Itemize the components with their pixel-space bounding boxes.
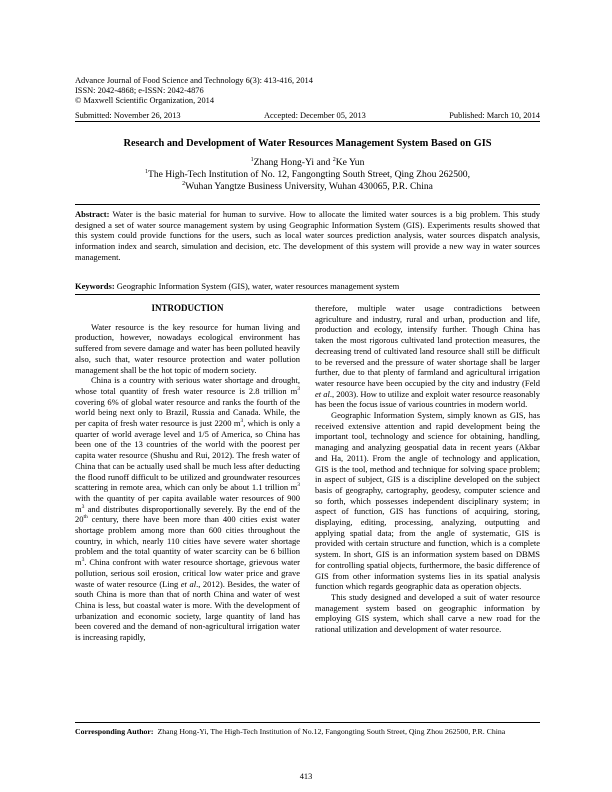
corresponding-author-text: Zhang Hong-Yi, The High-Tech Institution of No.12, Fangongting South Street, Qing Zhou 262500, P.R. China xyxy=(157,727,506,736)
paragraph: China is a country with serious water shortage and drought, whose total quantity of fresh water resource is 2.8 trillion $m^3$ covering 6% of global water resource and ranks the fourth of the world being next only to Brazil, Russia and Canada. While, the per capita of fresh water resource is just 2200 $m^3$, which is only a quarter of world average level and 1/5 of America, so China has been one of the 13 countries of the world with the poorest per capita water resource (Shushu and Rui, 2012). The fresh water of China that can be actually used shall be much less after deducting the flood runoff difficult to be utilized and groundwater resources scattering in remote area, which can only be about 1.1 trillion $m^3$ with the quantity of per capita available water resources of 900 $m^3$ and distributes disproportionally severely. By the end of the 20th century, there have been more than 400 cities exist water shortage problem among more than 600 cities throughout the country, in which, nearly 110 cities have severe water shortage problem and the total quantity of water scarcity can be 6 billion $m^3$. China confront with water resource shortage, grievous water pollution, serious soil erosion, critical low water price and grave waste of water resource (Ling et al., 2012). Besides, the water of south China is more than that of north China and water of west China is less, but coastal water is more. With the development of urbanization and economic society, large quantity of land has been covered and the demand of non-agricultural irrigation water is increasing rapidly, xyxy=(75,375,300,643)
submitted-date: Submitted: November 26, 2013 xyxy=(75,111,181,120)
affiliation-2: $^2$Wuhan Yangtze Business University, Wuhan 430065, P.R. China xyxy=(182,181,433,193)
published-date: Published: March 10, 2014 xyxy=(449,111,540,120)
right-column xyxy=(315,303,540,635)
corresponding-author-label: Corresponding Author: xyxy=(75,727,154,736)
paragraph: therefore, multiple water usage contradictions between agriculture and industry, rural and urban, production and life, production and ecology, intensify further. Though China has taken the most rigorous cultivated land protection measures, the decreasing trend of cultivated land resource shall still be difficult to be reversed and the pressure of water shortage shall be larger further, due to that plenty of farmland and agricultural irrigation water resource have been occupied by the city and industry (Feld et al., 2003). How to utilize and exploit water resource reasonably has been the focus issue of various countries in modern world. xyxy=(315,303,541,410)
issn-line: ISSN: 2042-4868; e-ISSN: 2042-4876 xyxy=(75,86,204,95)
paragraph: This study designed and developed a suit of water resource management system based on geographic information by employing GIS system, which shall carve a new road for the rational utilization and development of water resource. xyxy=(315,591,540,635)
page-number: 413 xyxy=(299,772,313,781)
section-heading: INTRODUCTION xyxy=(151,303,224,313)
paragraph: Water resource is the key resource for human living and production, however, nowadays ecological environment has suffered from severe damage and water has been polluted heavily also, such that, water resource protection and water pollution management shall be the hot topic of modern society. xyxy=(75,321,300,375)
keywords xyxy=(75,281,540,291)
abstract-label: Abstract: xyxy=(75,209,110,219)
affiliation-1: $^1$The High-Tech Institution of No. 12, Fangongting South Street, Qing Zhou 262500, xyxy=(144,169,471,181)
paragraph: Geographic Information System, simply known as GIS, has received extensive attention and rapid development being the important tool, technology and science for obtaining, handling, managing and analyzing geospatial data in recent years (Akbar and Ha, 2011). From the angle of technology and application, GIS is the tool, method and technique for solving space problem; in aspect of subject, GIS is a discipline developed on the subject basis of geography, cartography, geodesy, computer science and so forth, which possesses independent disciplinary system; in aspect of function, GIS has functions of acquiring, storing, displaying, editing, processing, analyzing, outputting and applying spatial data; from the angle of systematic, GIS is provided with certain structure and function, which is a complete system. In short, GIS is an information system based on DBMS for controlling spatial objects, furthermore, the basic difference of GIS from other information systems lies in its spatial analysis function which regards geographic data as operation objects. xyxy=(315,410,540,592)
accepted-date: Accepted: December 05, 2013 xyxy=(264,111,366,120)
paper-title: Research and Development of Water Resources Management System Based on GIS xyxy=(123,138,492,149)
footer-rule xyxy=(75,722,540,723)
abstract-top-rule xyxy=(75,204,540,205)
abstract xyxy=(75,209,540,263)
corresponding-author xyxy=(75,727,540,737)
dates-row xyxy=(75,111,540,120)
left-column xyxy=(75,303,300,643)
keywords-label: Keywords: xyxy=(75,281,115,291)
keywords-rule xyxy=(75,294,540,295)
author-line: $^1$Zhang Hong-Yi and $^2$Ke Yun xyxy=(250,157,365,169)
journal-citation: Advance Journal of Food Science and Technology 6(3): 413-416, 2014 xyxy=(75,76,313,85)
abstract-text: Water is the basic material for human to survive. How to allocate the limited water sources is a big problem. This study designed a set of water source management system by using Geographic Information System (GIS). Experiments results showed that this system could provide functions for the users, such as local water sources prediction analysis, water sources dispatch analysis, information index and search, simulation and decision, etc. The development of this system will provide a new way in water sources management. xyxy=(75,209,540,262)
keywords-text: Geographic Information System (GIS), water, water resources management system xyxy=(114,281,400,291)
copyright-line: © Maxwell Scientific Organization, 2014 xyxy=(75,96,215,105)
header-rule xyxy=(75,121,540,122)
